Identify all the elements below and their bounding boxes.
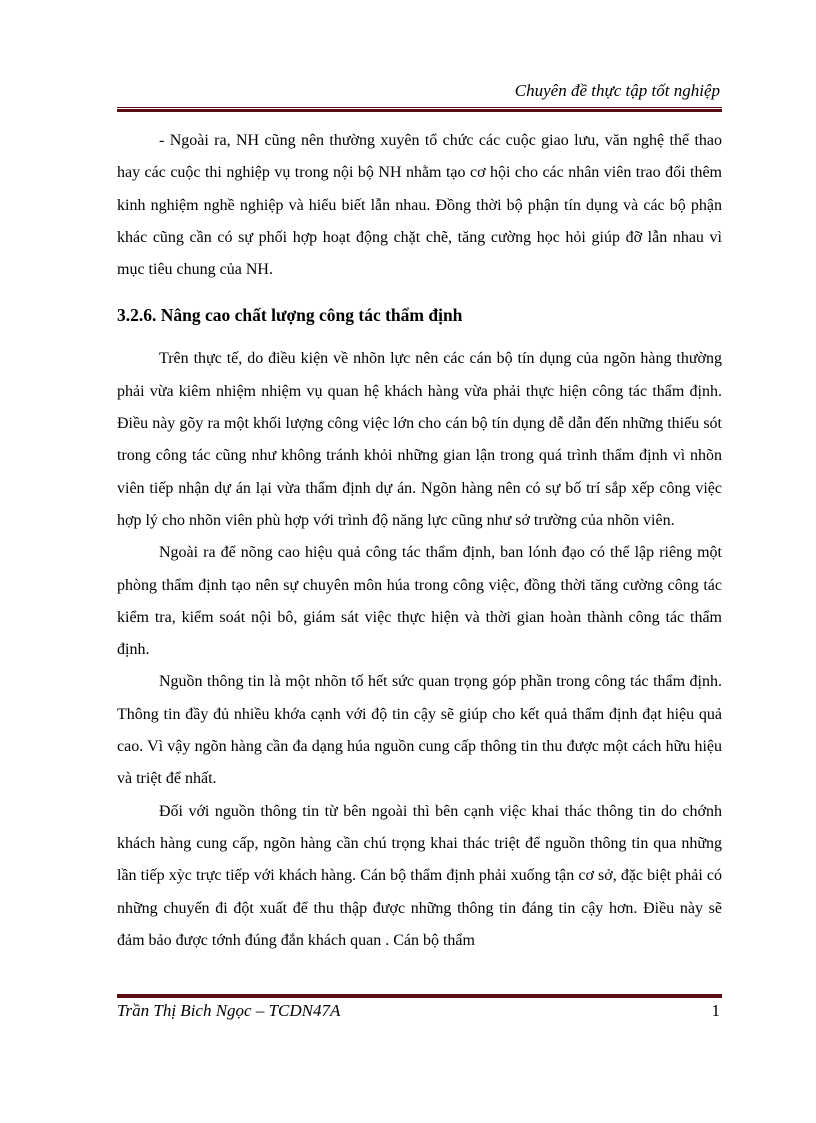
footer-author: Trần Thị Bich Ngọc – TCDN47A (117, 1001, 341, 1020)
header-rule (117, 107, 722, 112)
page-number: 1 (711, 1001, 720, 1020)
paragraph: Nguồn thông tin là một nhõn tố hết sức quan trọng góp phần trong công tác thẩm định. Thông tin đầy đủ nhiều khớa cạnh với độ tin cậy sẽ giúp cho kết quả thẩm định đạt hiệu quả cao. Vì vậy ngõn hàng cần đa dạng húa nguồn cung cấp thông tin thu được một cách hữu hiệu và triệt để nhất. (117, 673, 722, 788)
paragraph: Trên thực tế, do điều kiện về nhõn lực nên các cán bộ tín dụng của ngõn hàng thường phải vừa kiêm nhiệm nhiệm vụ quan hệ khách hàng vừa phải thực hiện công tác thẩm định. Điều này gõy ra một khối lượng công việc lớn cho cán bộ tín dụng dễ dẫn đến những thiếu sót trong công tác cũng như không tránh khỏi những gian lận trong quá trình thẩm định vì nhõn viên tiếp nhận dự án lại vừa thẩm định dự án. Ngõn hàng nên có sự bố trí sắp xếp công việc hợp lý cho nhõn viên phù hợp với trình độ năng lực cũng như sở trường của nhõn viên. (117, 350, 722, 529)
section-heading: 3.2.6. Nâng cao chất lượng công tác thẩm định (117, 305, 463, 326)
document-body (117, 125, 722, 957)
paragraph: Đối với nguồn thông tin từ bên ngoài thì bên cạnh việc khai thác thông tin do chớnh khách hàng cung cấp, ngõn hàng cần chú trọng khai thác triệt để nguồn thông tin qua những lần tiếp xỳc trực tiếp với khách hàng. Cán bộ thẩm định phải xuống tận cơ sở, đặc biệt phải có những chuyến đi đột xuất để thu thập được những thông tin đáng tin cậy hơn. Điều này sẽ đảm bảo được tớnh đúng đắn khách quan . Cán bộ thẩm (117, 802, 722, 949)
page-header-title: Chuyên đề thực tập tốt nghiệp (514, 81, 720, 100)
paragraph-intro: - Ngoài ra, NH cũng nên thường xuyên tổ chức các cuộc giao lưu, văn nghệ thể thao hay các cuộc thi nghiệp vụ trong nội bộ NH nhằm tạo cơ hội cho các nhân viên trao đổi thêm kinh nghiệm nghề nghiệp và hiểu biết lẫn nhau. Đồng thời bộ phận tín dụng và các bộ phận khác cũng cần có sự phối hợp hoạt động chặt chẽ, tăng cường học hỏi giúp đỡ lẫn nhau vì mục tiêu chung của NH. (117, 132, 722, 279)
footer-rule (117, 993, 722, 998)
paragraph: Ngoài ra để nõng cao hiệu quả công tác thẩm định, ban lónh đạo có thể lập riêng một phòng thẩm định tạo nên sự chuyên môn húa trong công việc, đồng thời tăng cường công tác kiểm tra, kiểm soát nội bô, giám sát việc thực hiện và thời gian hoàn thành công tác thẩm định. (117, 544, 722, 659)
